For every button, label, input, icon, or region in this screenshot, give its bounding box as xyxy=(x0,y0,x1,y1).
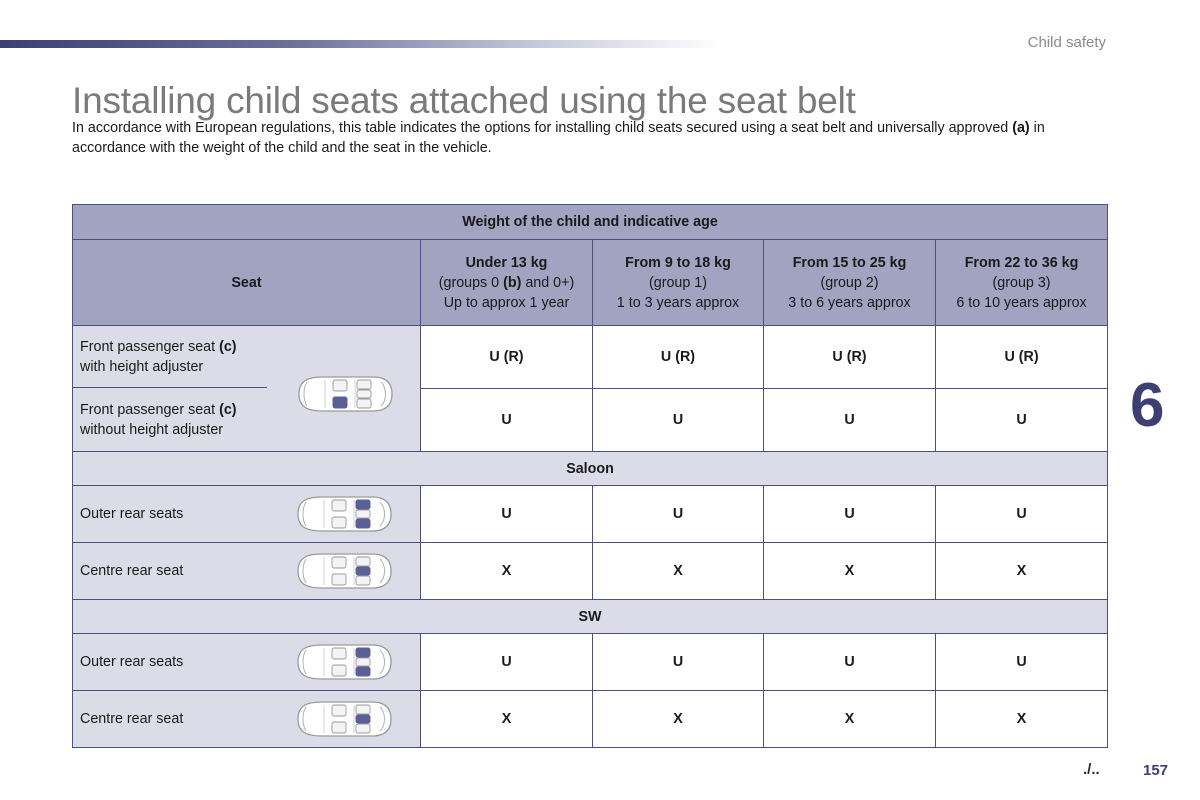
table-cell: U xyxy=(421,389,593,452)
table-cell: U xyxy=(764,634,936,691)
table-cell: U (R) xyxy=(764,326,936,389)
table-cell: U xyxy=(593,634,764,691)
intro-paragraph xyxy=(72,118,1108,158)
child-seat-table xyxy=(72,204,1108,748)
table-cell: U xyxy=(764,486,936,543)
group-weight: From 9 to 18 kg xyxy=(625,254,731,271)
front-row-divider xyxy=(73,387,267,388)
table-cell: X xyxy=(421,691,593,748)
table-cell: U xyxy=(936,389,1108,452)
table-cell: U xyxy=(764,389,936,452)
saloon-band: Saloon xyxy=(73,452,1108,486)
table-row xyxy=(73,634,1108,691)
table-cell: U xyxy=(936,634,1108,691)
group-header-1 xyxy=(593,240,764,326)
car-front-seat-icon xyxy=(295,374,395,414)
table-cell: U xyxy=(936,486,1108,543)
front-seat-label-cell xyxy=(73,326,421,452)
car-outer-rear-seat-icon xyxy=(294,642,394,682)
group-weight: Under 13 kg xyxy=(465,254,548,271)
group-age: 1 to 3 years approx xyxy=(616,294,740,311)
front-row-label-no-adjuster: Front passenger seat (c) without height adjuster xyxy=(80,402,237,438)
table-cell: U (R) xyxy=(593,326,764,389)
table-cell: X xyxy=(421,543,593,600)
row-label-cell xyxy=(73,486,421,543)
row-label-cell xyxy=(73,634,421,691)
group-classification: (groups 0 (b) and 0+) xyxy=(438,274,575,291)
group-classification: (group 2) xyxy=(820,274,879,291)
row-label: Outer rear seats xyxy=(80,654,184,670)
sw-band: SW xyxy=(73,600,1108,634)
table-cell: X xyxy=(593,691,764,748)
table-cell: X xyxy=(764,543,936,600)
chapter-number: 6 xyxy=(1130,371,1165,440)
table-cell: X xyxy=(936,543,1108,600)
group-header-2 xyxy=(764,240,936,326)
table-row xyxy=(73,543,1108,600)
front-row-label-height-adjuster: Front passenger seat (c) with height adjuster xyxy=(80,339,237,375)
group-age: 3 to 6 years approx xyxy=(788,294,911,311)
table-cell: U xyxy=(593,486,764,543)
group-classification: (group 1) xyxy=(648,274,707,291)
table-cell: U (R) xyxy=(936,326,1108,389)
row-label: Centre rear seat xyxy=(80,711,184,727)
car-centre-rear-seat-icon xyxy=(294,699,394,739)
header-gradient-bar xyxy=(0,40,720,48)
table-cell: U xyxy=(421,486,593,543)
seat-header: Seat xyxy=(73,240,421,326)
car-centre-rear-seat-icon xyxy=(294,551,394,591)
page-number: 157 xyxy=(1143,762,1169,779)
table-cell: U (R) xyxy=(421,326,593,389)
group-header-3 xyxy=(936,240,1108,326)
group-weight: From 22 to 36 kg xyxy=(964,254,1079,271)
group-age: Up to approx 1 year xyxy=(443,294,570,311)
continued-marker: ./.. xyxy=(1083,761,1100,778)
row-label-cell xyxy=(73,543,421,600)
row-label: Centre rear seat xyxy=(80,563,184,579)
table-row xyxy=(73,486,1108,543)
table-row xyxy=(73,691,1108,748)
car-outer-rear-seat-icon xyxy=(294,494,394,534)
row-label: Outer rear seats xyxy=(80,506,184,522)
group-weight: From 15 to 25 kg xyxy=(792,254,907,271)
table-cell: U xyxy=(421,634,593,691)
weight-age-header: Weight of the child and indicative age xyxy=(73,205,1108,240)
row-label-cell xyxy=(73,691,421,748)
group-age: 6 to 10 years approx xyxy=(956,294,1087,311)
intro-text-2: in accordance with the weight of the child and the seat in the vehicle. xyxy=(72,120,1045,156)
page-title: Installing child seats attached using the seat belt xyxy=(72,80,856,121)
intro-note-a: (a) xyxy=(1012,120,1030,136)
table-cell: U xyxy=(593,389,764,452)
table-cell: X xyxy=(593,543,764,600)
group-header-0 xyxy=(421,240,593,326)
table-cell: X xyxy=(936,691,1108,748)
section-title: Child safety xyxy=(1027,34,1106,51)
table-cell: X xyxy=(764,691,936,748)
group-classification: (group 3) xyxy=(992,274,1051,291)
intro-text-1: In accordance with European regulations, this table indicates the options for installing child seats secured using a seat belt and universally approved xyxy=(72,120,1013,136)
